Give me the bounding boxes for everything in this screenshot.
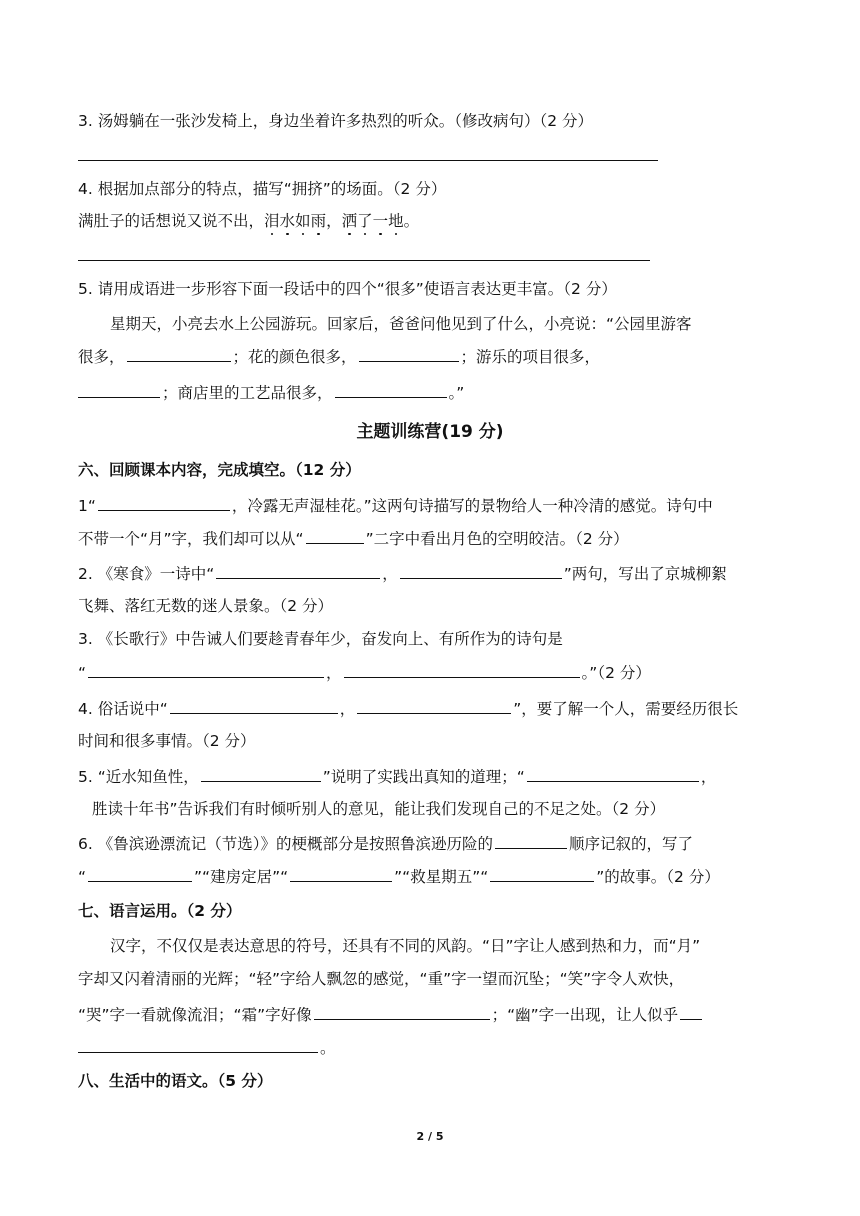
question-5-line-2	[78, 345, 784, 368]
dotted-char: 了	[357, 212, 373, 230]
text: ”说明了实践出真知的道理；“	[322, 768, 525, 786]
section-title: 主题训练营(19 分)	[356, 422, 504, 442]
blank[interactable]	[314, 1003, 490, 1020]
dotted-char: 雨	[310, 212, 327, 230]
text: “哭”字一看就像流泪；“霜”字好像	[78, 1006, 312, 1024]
question-4-sentence	[78, 210, 784, 232]
blank-4[interactable]	[335, 381, 447, 398]
text: ”的故事。（2 分）	[596, 868, 720, 886]
s6-item-5-line-2: 胜读十年书”告诉我们有时倾听别人的意见，能让我们发现自己的不足之处。（2 分）	[92, 800, 666, 818]
dotted-char: 洒	[341, 212, 358, 230]
text: 5. “近水知鱼性，	[78, 768, 199, 786]
question-5: 5. 请用成语进一步形容下面一段话中的四个“很多”使语言表达更丰富。（2 分）	[78, 280, 617, 298]
text: 。”（2 分）	[581, 664, 651, 682]
blank[interactable]	[78, 1036, 318, 1053]
question-5-line-1: 星期天，小亮去水上公园游玩。回家后，爸爸问他见到了什么，小亮说：“公园里游客	[110, 315, 692, 333]
text: ，	[382, 565, 398, 583]
blank[interactable]	[490, 865, 594, 882]
s6-item-6-line-2	[78, 865, 784, 888]
text: 1“	[78, 497, 96, 515]
text: ”二字中看出月色的空明皎洁。（2 分）	[365, 530, 629, 548]
section-7-title: 七、语言运用。（2 分）	[78, 902, 242, 920]
text: “	[78, 664, 87, 682]
text: 很多，	[78, 348, 125, 366]
text: ；游乐的项目很多，	[460, 348, 601, 366]
blank[interactable]	[400, 562, 562, 579]
s6-item-6-line-1	[78, 832, 784, 855]
section-6-title: 六、回顾课本内容，完成填空。（12 分）	[78, 461, 361, 479]
dotted-char: 一	[372, 212, 389, 230]
s6-item-1-line-2	[78, 527, 784, 550]
dotted-char: 地	[388, 212, 404, 230]
blank[interactable]	[170, 697, 338, 714]
sentence-part: 满肚子的话想说又说不出，	[78, 212, 265, 230]
blank-1[interactable]	[127, 345, 231, 362]
dotted-char: 如	[295, 212, 311, 230]
answer-line-q3[interactable]	[78, 160, 658, 161]
blank[interactable]	[201, 765, 321, 782]
blank[interactable]	[344, 661, 580, 678]
s6-item-4-line-1	[78, 697, 784, 720]
text: ；花的颜色很多，	[232, 348, 357, 366]
blank[interactable]	[88, 865, 192, 882]
s6-item-5-line-1	[78, 765, 784, 788]
text: 。”	[448, 384, 465, 402]
blank[interactable]	[357, 697, 511, 714]
text: ；商店里的工艺品很多，	[162, 384, 333, 402]
s6-item-3-line-1: 3. 《长歌行》中告诫人们要趁青春年少，奋发向上、有所作为的诗句是	[78, 630, 563, 648]
text: 顺序记叙的，写了	[568, 835, 693, 853]
text: ，	[700, 768, 717, 786]
comma: ，	[326, 212, 342, 230]
blank[interactable]	[495, 832, 567, 849]
text: ”“救星期五”“	[394, 868, 489, 886]
text: 6. 《鲁滨逊漂流记（节选）》的梗概部分是按照鲁滨逊历险的	[78, 835, 493, 853]
blank[interactable]	[88, 661, 324, 678]
question-5-line-3	[78, 381, 784, 404]
dotted-char: 水	[279, 212, 296, 230]
s7-paragraph-line-3	[78, 1003, 784, 1026]
s6-item-3-line-2	[78, 661, 784, 684]
text: ，	[339, 700, 356, 718]
question-3: 3. 汤姆躺在一张沙发椅上，身边坐着许多热烈的听众。（修改病句）（2 分）	[78, 112, 594, 130]
blank-2[interactable]	[359, 345, 459, 362]
blank[interactable]	[306, 527, 364, 544]
text: ，冷露无声湿桂花。”这两句诗描写的景物给人一种冷清的感觉。诗句中	[231, 497, 713, 515]
section-8-title: 八、生活中的语文。（5 分）	[78, 1072, 273, 1090]
blank-3[interactable]	[78, 381, 160, 398]
blank[interactable]	[680, 1003, 702, 1020]
text: ”两句，写出了京城柳絮	[563, 565, 727, 583]
blank[interactable]	[527, 765, 699, 782]
s7-paragraph-line-2: 字却又闪着清丽的光辉；“轻”字给人飘忽的感觉，“重”字一望而沉坠；“笑”字令人欢快，	[78, 970, 685, 988]
s6-item-2-line-1	[78, 562, 784, 585]
text: ，	[326, 664, 342, 682]
text: ”“建房定居”“	[194, 868, 289, 886]
question-4: 4. 根据加点部分的特点，描写“拥挤”的场面。（2 分）	[78, 180, 447, 198]
text: ；“幽”字一出现，让人似乎	[491, 1006, 679, 1024]
dotted-char: 泪	[264, 212, 280, 230]
blank[interactable]	[290, 865, 392, 882]
s7-paragraph-line-1: 汉字，不仅仅是表达意思的符号，还具有不同的风韵。“日”字让人感到热和力，而“月”	[110, 937, 701, 955]
page-number: 2 / 5	[416, 1130, 444, 1143]
blank[interactable]	[216, 562, 380, 579]
s6-item-1-line-1	[78, 494, 784, 517]
text: 。	[320, 1039, 336, 1057]
s6-item-4-line-2: 时间和很多事情。（2 分）	[78, 732, 256, 750]
s7-paragraph-line-4	[78, 1036, 784, 1059]
text: 2. 《寒食》一诗中“	[78, 565, 215, 583]
text: “	[78, 868, 87, 886]
text: ”，要了解一个人，需要经历很长	[513, 700, 739, 718]
text: 不带一个“月”字，我们却可以从“	[78, 530, 304, 548]
text: 4. 俗话说中“	[78, 700, 168, 718]
blank[interactable]	[98, 494, 230, 511]
s6-item-2-line-2: 飞舞、落红无数的迷人景象。（2 分）	[78, 597, 334, 615]
period: 。	[403, 212, 420, 230]
answer-line-q4[interactable]	[78, 260, 650, 261]
